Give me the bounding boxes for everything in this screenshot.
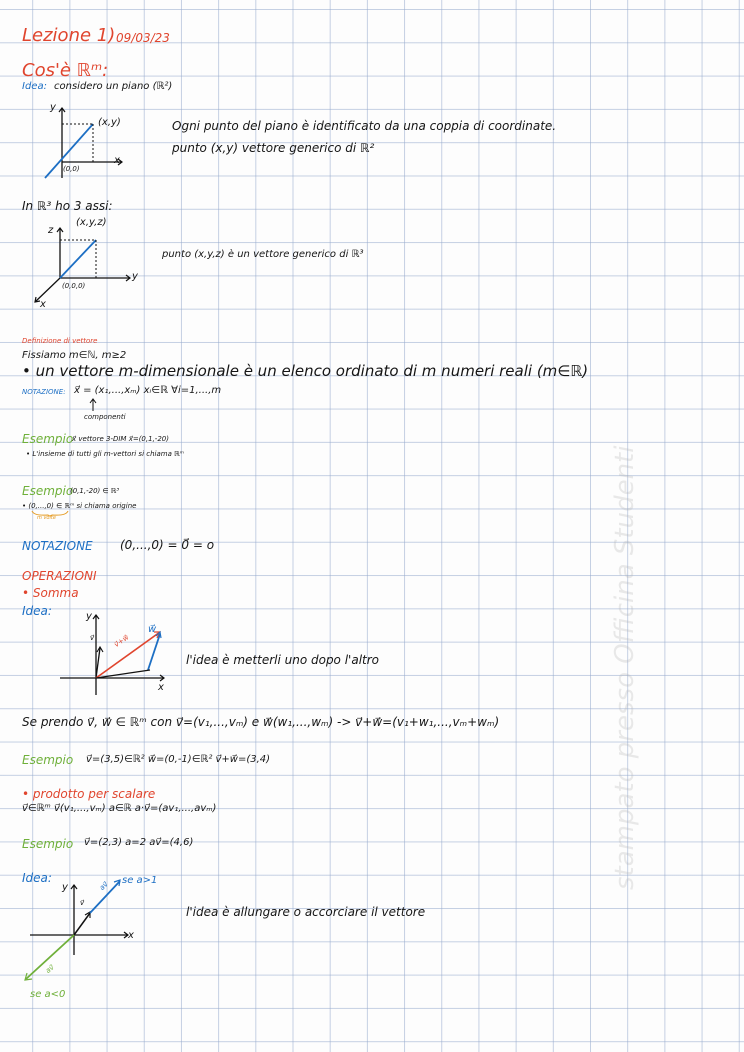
r3-origin-label: (0,0,0): [62, 282, 86, 290]
notation-zero-label: NOTAZIONE: [22, 539, 93, 553]
lesson-date: 09/03/23: [116, 31, 170, 45]
operations-title: OPERAZIONI: [22, 569, 97, 583]
r3-x-label: x: [40, 299, 46, 310]
definition-title: Definizione di vettore: [22, 337, 98, 345]
example2-label: Esempio: [22, 484, 74, 498]
definition-statement: • un vettore m-dimensionale è un elenco ordinato di m numeri reali (m∈ℝ): [22, 362, 589, 380]
components-arrow: [90, 398, 100, 412]
scalar-v-label: v⃗: [80, 899, 85, 907]
example2-text: (0,1,-20) ∈ ℝ³: [70, 487, 120, 495]
definition-fix: Fissiamo m∈ℕ, m≥2: [22, 350, 127, 361]
sum-example-label: Esempio: [22, 753, 74, 767]
scalar-idea-label: Idea:: [22, 871, 52, 885]
plane-note-line1: Ogni punto del piano è identificato da una coppia di coordinate.: [172, 119, 557, 133]
r3-z-label: z: [48, 225, 54, 236]
m-times-label: m volte: [37, 515, 56, 521]
definition-notation: x⃗ = (x₁,...,xₘ) xᵢ∈ℝ ∀i=1,...,m: [74, 385, 222, 396]
scalar-av-neg-label: av⃗: [44, 963, 56, 975]
scalar-definition: v⃗∈ℝᵐ v⃗(v₁,...,vₘ) a∈ℝ a·v⃗=(av₁,...,avₘ): [22, 803, 217, 814]
scalar-cond-neg: se a<0: [30, 989, 66, 1000]
r3-y-label: y: [132, 271, 138, 282]
idea-text: considero un piano (ℝ²): [54, 81, 173, 92]
scalar-cond-pos: se a>1: [122, 875, 158, 886]
sum-x-label: x: [158, 682, 164, 693]
scalar-x-label: x: [128, 930, 134, 941]
section-title: Cos'è ℝᵐ:: [22, 60, 109, 81]
scalar-y-label: y: [62, 882, 68, 893]
sum-idea-label: Idea:: [22, 604, 52, 618]
lesson-title: Lezione 1): [22, 25, 116, 46]
scalar-example-label: Esempio: [22, 837, 74, 851]
sum-example-text: v⃗=(3,5)∈ℝ² w⃗=(0,-1)∈ℝ² v⃗+w⃗=(3,4): [86, 754, 271, 765]
example2-origin-line: • (0,...,0) ∈ ℝᵐ si chiama origine: [22, 502, 137, 510]
r3-note: punto (x,y,z) è un vettore generico di ℝ³: [162, 249, 364, 260]
scalar-graph: [20, 875, 160, 995]
plane-point-label: (x,y): [98, 117, 121, 128]
plane-x-label: x: [114, 155, 120, 166]
r3-point-label: (x,y,z): [76, 217, 107, 228]
scalar-title: • prodotto per scalare: [22, 787, 156, 801]
idea-label: Idea:: [22, 81, 47, 92]
sum-vw-label: v⃗+w⃗: [112, 633, 131, 649]
example1-note: • L'insieme di tutti gli m-vettori si chiama ℝᵐ: [26, 450, 185, 458]
scalar-av-pos-label: av⃗: [98, 880, 110, 892]
definition-components: componenti: [84, 413, 126, 421]
sum-formula: Se prendo v⃗, w⃗ ∈ ℝᵐ con v⃗=(v₁,...,vₘ) e w⃗(w₁,...,wₘ) -> v⃗+w⃗=(v₁+w₁,...,vₘ+wₘ): [22, 715, 500, 729]
sum-title: • Somma: [22, 586, 79, 600]
plane-origin-label: (0,0): [63, 165, 80, 173]
watermark: stampato presso Officina Studenti: [610, 445, 640, 890]
definition-notation-label: NOTAZIONE:: [22, 388, 66, 396]
scalar-idea-text: l'idea è allungare o accorciare il vettore: [186, 905, 426, 919]
notation-zero-text: (0,...,0) = 0⃗ = o: [120, 538, 215, 552]
sum-y-label: y: [86, 611, 92, 622]
example1-label: Esempio: [22, 432, 74, 446]
r3-intro: In ℝ³ ho 3 assi:: [22, 199, 113, 213]
plane-note-line2: punto (x,y) vettore generico di ℝ²: [172, 141, 375, 155]
scalar-example-text: v⃗=(2,3) a=2 av⃗=(4,6): [84, 837, 194, 848]
sum-idea-text: l'idea è metterli uno dopo l'altro: [186, 653, 380, 667]
plane-y-label: y: [50, 102, 56, 113]
sum-w-label: w⃗: [148, 624, 157, 635]
sum-v-label: v⃗: [90, 634, 95, 642]
example1-text: x⃗ vettore 3-DIM x⃗=(0,1,-20): [72, 435, 169, 443]
